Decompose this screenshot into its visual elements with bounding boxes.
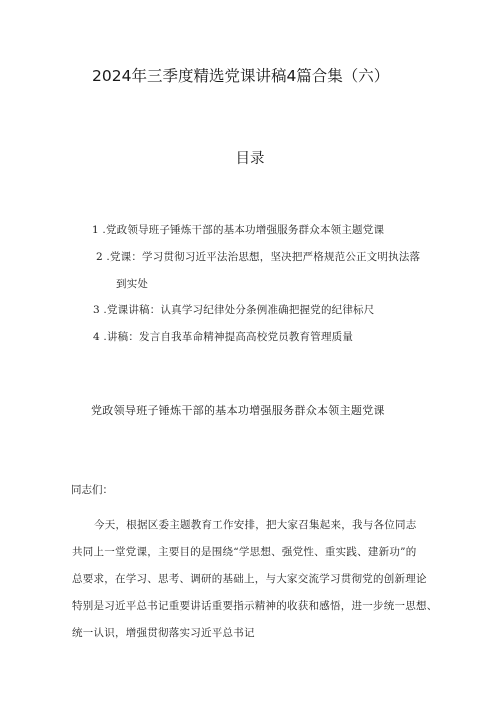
document-title: 2024年三季度精选党课讲稿4篇合集（六） xyxy=(92,67,390,85)
body-line: 统一认识，增强贯彻落实习近平总书记 xyxy=(72,627,255,639)
body-line: 今天，根据区委主题教育工作安排，把大家召集起来，我与各位同志 xyxy=(94,519,417,531)
toc-item-2: 2 .党课：学习贯彻习近平法治思想，坚决把严格规范公正文明执法落 xyxy=(96,251,421,263)
section-title: 党政领导班子锤炼干部的基本功增强服务群众本领主题党课 xyxy=(91,404,385,417)
toc-item-1: 1 .党政领导班子锤炼干部的基本功增强服务群众本领主题党课 xyxy=(92,224,385,236)
toc-item-2-continuation: 到实处 xyxy=(116,278,149,290)
toc-heading: 目录 xyxy=(235,151,265,167)
salutation: 同志们： xyxy=(71,484,113,496)
toc-item-4: 4 .讲稿：发言自我革命精神提高高校党员教育管理质量 xyxy=(93,331,354,343)
body-line: 特别是习近平总书记重要讲话重要指示精神的收获和感悟，进一步统一思想、 xyxy=(72,600,438,612)
toc-item-3: 3 .党课讲稿：认真学习纪律处分条例准确把握党的纪律标尺 xyxy=(93,304,375,316)
body-line: 总要求，在学习、思考、调研的基础上，与大家交流学习贯彻党的创新理论 xyxy=(72,573,427,585)
body-line: 共同上一堂党课，主要目的是围绕“学思想、强党性、重实践、建新功”的 xyxy=(72,546,417,558)
